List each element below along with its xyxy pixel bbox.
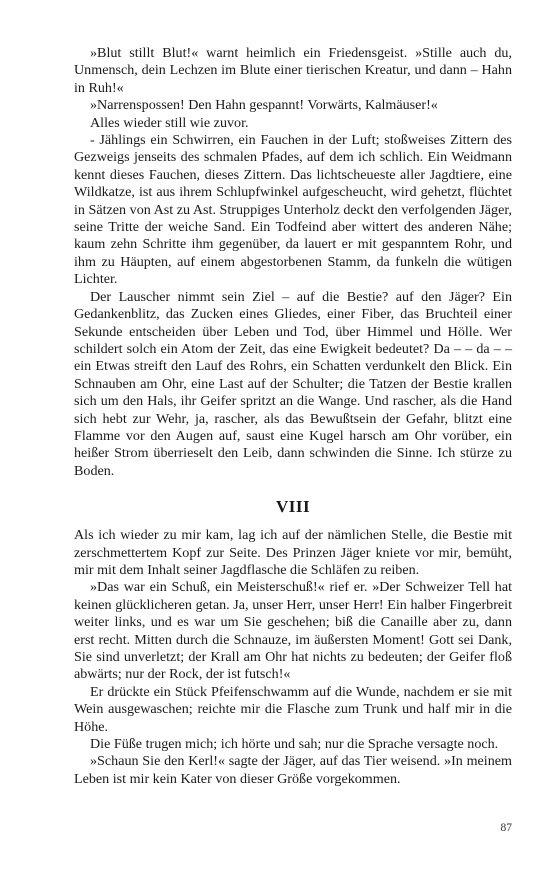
paragraph: »Blut stillt Blut!« warnt heimlich ein Friedensgeist. »Stille auch du, Unmensch, dein Lechzen im Blute einer tierischen Kreatur, und dann – Hahn in Ruh!«	[74, 45, 512, 96]
paragraph: Der Lauscher nimmt sein Ziel – auf die Bestie? auf den Jäger? Ein Gedankenblitz, das Zucken eines Gliedes, einer Fiber, das Bruchteil einer Sekunde entscheiden über Leben und Tod, über Himmel und Hölle. Wer schildert solch ein Atom der Zeit, das eine Ewigkeit bedeutet? Da – – da – – ein Etwas streift den Lauf des Rohrs, ein Schatten verdunkelt den Blick. Ein Schnauben am Ohr, eine Last auf der Schulter; die Tatzen der Bestie krallen sich um den Hals, ihr Geifer spritzt an die Wange. Und rascher, als die Hand sich hebt zur Wehr, ja, rascher, als das Bewußtsein der Gefahr, blitzt eine Flamme vor den Augen auf, saust eine Kugel harsch am Ohr vorüber, ein heißer Strom überrieselt den Leib, dann schwinden die Sinne. Ich stürze zu Boden.	[74, 288, 512, 479]
paragraph: Alles wieder still wie zuvor.	[90, 114, 249, 131]
page-number: 87	[500, 822, 512, 834]
book-page	[74, 45, 512, 788]
paragraph: Er drückte ein Stück Pfeifenschwamm auf die Wunde, nachdem er sie mit Wein ausgewaschen; reichte mir die Flasche zum Trunk und half mir in die Höhe.	[74, 683, 512, 735]
paragraph: »Das war ein Schuß, ein Meisterschuß!« rief er. »Der Schweizer Tell hat keinen glücklicheren getan. Ja, unser Herr, unser Herr! Ein halber Fingerbreit weiter links, und es war um Sie geschehen; biß die Canaille aber zu, dann erst recht. Mitten durch die Schnauze, im äußersten Moment! Gott sei Dank, Sie sind unverletzt; der Krall am Ohr hat nichts zu bedeuten; der Geifer floß abwärts; nur der Rock, der ist futsch!«	[74, 579, 512, 683]
chapter-heading: VIII	[275, 497, 311, 517]
paragraph: »Narrenspossen! Den Hahn gespannt! Vorwärts, Kalmäuser!«	[90, 97, 438, 114]
paragraph: Die Füße trugen mich; ich hörte und sah; nur die Sprache versagte noch.	[90, 736, 499, 753]
paragraph: - Jählings ein Schwirren, ein Fauchen in der Luft; stoßweises Zittern des Gezweigs jenseits des schmalen Pfades, auf dem ich schlich. Ein Weidmann kennt dieses Fauchen, dieses Zittern. Das lichtscheueste aller Jagdtiere, eine Wildkatze, ist aus ihrem Schlupfwinkel aufgescheucht, wird gehetzt, flüchtet in Sätzen von Ast zu Ast. Struppiges Unterholz deckt den verfolgenden Jäger, seine Tritte der weiche Sand. Ein Todfeind aber wittert des anderen Nähe; kaum zehn Schritte ihm gegenüber, da lauert er mit gespanntem Rohr, und ihm zu Häupten, auf einem abgestorbenen Stamm, da funkeln die wütigen Lichter.	[74, 132, 512, 288]
paragraph: Als ich wieder zu mir kam, lag ich auf der nämlichen Stelle, die Bestie mit zerschmettertem Kopf zur Seite. Des Prinzen Jäger kniete vor mir, bemüht, mir mit dem Inhalt seiner Jagdflasche die Schläfen zu reiben.	[74, 527, 512, 578]
paragraph: »Schaun Sie den Kerl!« sagte der Jäger, auf das Tier weisend. »In meinem Leben ist mir kein Kater von dieser Größe vorgekommen.	[74, 753, 512, 787]
